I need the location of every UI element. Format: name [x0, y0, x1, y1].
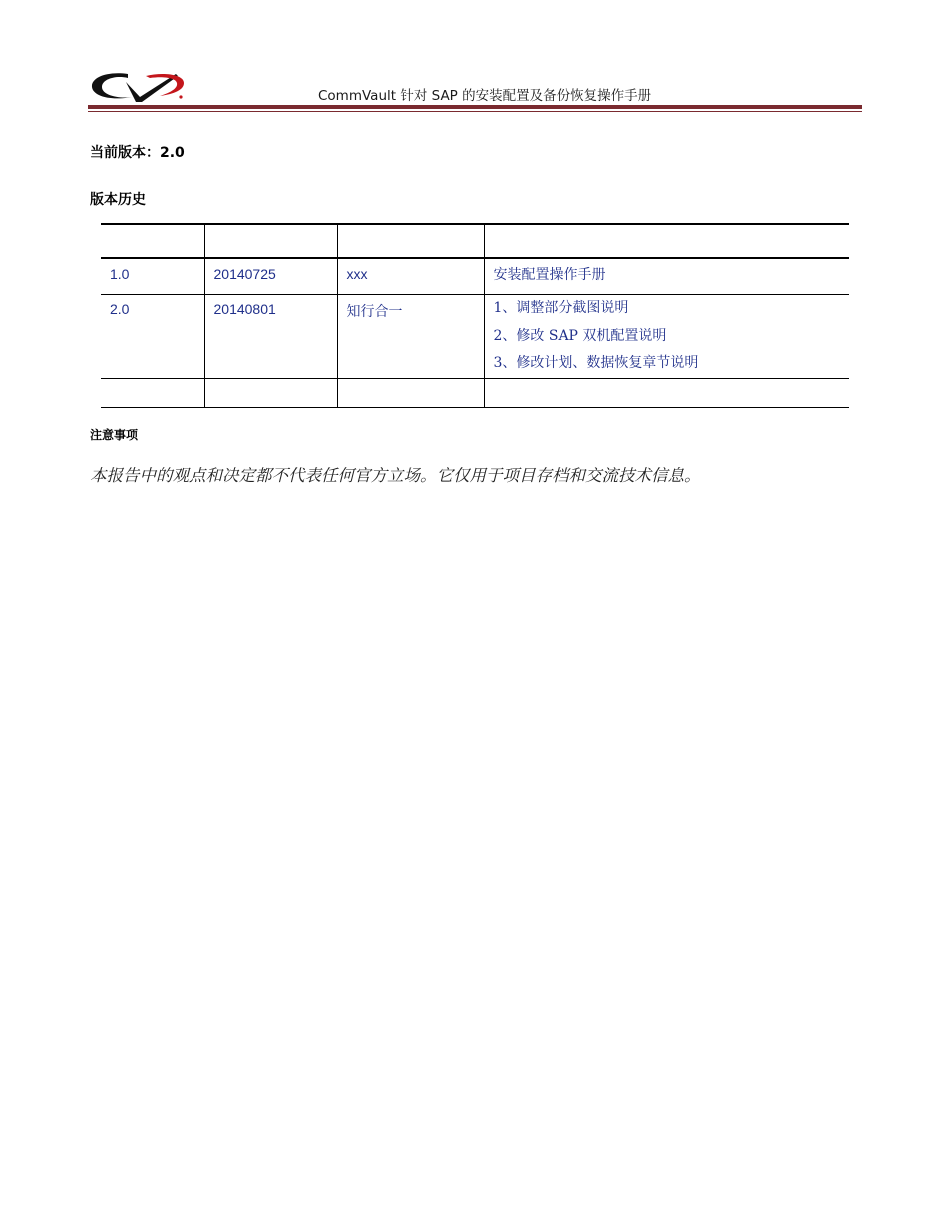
header-cell: [337, 224, 484, 258]
description-line: 安装配置操作手册: [493, 267, 606, 283]
table-header-row: [101, 224, 849, 258]
header-cell: [484, 224, 849, 258]
author-cell: 知行合一: [337, 295, 484, 379]
document-title: CommVault 针对 SAP 的安装配置及备份恢复操作手册: [318, 88, 652, 104]
table-row: [101, 378, 849, 407]
current-version: [90, 142, 185, 162]
description-line: 1、调整部分截图说明: [493, 300, 629, 316]
date-cell: 20140725: [204, 258, 337, 295]
description-cell: [484, 258, 849, 295]
version-history-table: [101, 223, 849, 408]
table-row: [101, 258, 849, 295]
version-cell: 1.0: [101, 258, 204, 295]
current-version-value: 2.0: [160, 145, 185, 161]
commvault-logo: [88, 70, 188, 104]
page-header: [88, 66, 862, 114]
header-rule-thin: [88, 111, 862, 112]
table-row: [101, 295, 849, 379]
header-rule-thick: [88, 105, 862, 109]
disclaimer-text: 本报告中的观点和决定都不代表任何官方立场。它仅用于项目存档和交流技术信息。: [90, 466, 701, 485]
notes-heading: 注意事项: [90, 428, 139, 442]
current-version-label: 当前版本：: [90, 145, 160, 161]
header-cell: [101, 224, 204, 258]
author-cell: [337, 378, 484, 407]
date-cell: [204, 378, 337, 407]
description-line: 3、修改计划、数据恢复章节说明: [493, 355, 699, 371]
date-cell: 20140801: [204, 295, 337, 379]
author-cell: xxx: [337, 258, 484, 295]
version-cell: 2.0: [101, 295, 204, 379]
description-cell: [484, 295, 849, 379]
description-cell: [484, 378, 849, 407]
description-line: 2、修改 SAP 双机配置说明: [493, 327, 667, 344]
version-cell: [101, 378, 204, 407]
version-history-heading: 版本历史: [90, 192, 146, 208]
header-cell: [204, 224, 337, 258]
